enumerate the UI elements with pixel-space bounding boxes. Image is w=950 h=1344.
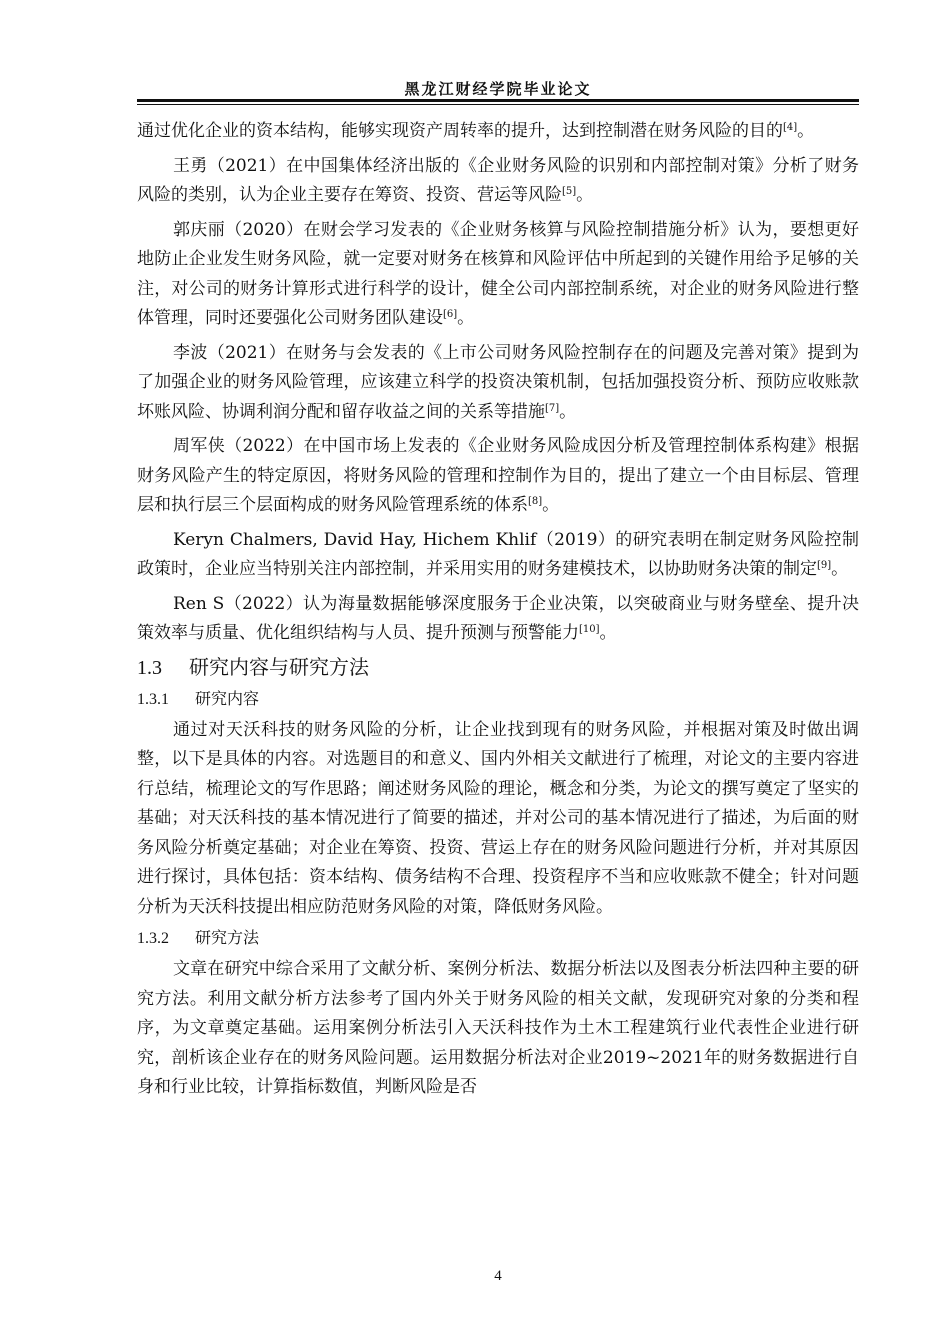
- paragraph-text: Keryn Chalmers, David Hay, Hichem Khlif（2019）的研究表明在制定财务风险控制政策时，企业应当特别关注内部控制，并采用实用的财务建模技术，以协助财务决策的制定: [137, 529, 859, 579]
- header-rule-thin: [137, 104, 859, 105]
- page-number: 4: [494, 1268, 502, 1284]
- paragraph-1: [137, 117, 859, 147]
- subsection-number: 1.3.2: [137, 930, 169, 947]
- document-body: [137, 117, 859, 1103]
- citation: [8]: [528, 496, 543, 507]
- citation: [9]: [817, 560, 832, 571]
- header-rule-thick: [137, 99, 859, 102]
- paragraph-3: [137, 216, 859, 334]
- subsection-heading-1-3-1: [137, 685, 859, 714]
- citation: [10]: [579, 624, 600, 635]
- paragraph-text: 李波（2021）在财务与会发表的《上市公司财务风险控制存在的问题及完善对策》提到为了加强企业的财务风险管理，应该建立科学的投资决策机制，包括加强投资分析、预防应收账款坏账风险、协调利润分配和留存收益之间的关系等措施: [137, 342, 859, 422]
- paragraph-end: 。: [542, 495, 560, 515]
- subsection-title: 研究内容: [195, 688, 260, 708]
- paragraph-5: [137, 432, 859, 521]
- citation: [6]: [443, 309, 458, 320]
- paragraph-text: 王勇（2021）在中国集体经济出版的《企业财务风险的识别和内部控制对策》分析了财务风险的类别，认为企业主要存在筹资、投资、营运等风险: [137, 155, 859, 205]
- paragraph-2: [137, 152, 859, 211]
- subsection-title: 研究方法: [195, 928, 260, 947]
- paragraph-end: 。: [831, 559, 849, 579]
- subsection-heading-1-3-2: [137, 924, 859, 953]
- paragraph-research-content: 通过对天沃科技的财务风险的分析，让企业找到现有的财务风险，并根据对策及时做出调整，以下是具体的内容。对选题目的和意义、国内外相关文献进行了梳理，对论文的主要内容进行总结，梳理论文的写作思路；阐述财务风险的理论，概念和分类，为论文的撰写奠定了坚实的基础；对天沃科技的基本情况进行了简要的描述，并对公司的基本情况进行了描述，为后面的财务风险分析奠定基础；对企业在筹资、投资、营运上存在的财务风险问题进行分析，并对其原因进行探讨，具体包括：资本结构、债务结构不合理、投资程序不当和应收账款不健全；针对问题分析为天沃科技提出相应防范财务风险的对策，降低财务风险。: [137, 719, 859, 917]
- paragraph-text: 周军侠（2022）在中国市场上发表的《企业财务风险成因分析及管理控制体系构建》根据财务风险产生的特定原因，将财务风险的管理和控制作为目的，提出了建立一个由目标层、管理层和执行层三个层面构成的财务风险管理系统的体系: [137, 436, 859, 515]
- citation: [5]: [562, 186, 577, 197]
- paragraph-6: [137, 526, 859, 585]
- paragraph-7: [137, 590, 859, 649]
- paragraph-4: [137, 339, 859, 428]
- paragraph-end: 。: [457, 308, 475, 328]
- paragraph-end: 。: [576, 185, 594, 205]
- section-heading-1-3: [137, 652, 859, 683]
- paragraph-end: 。: [797, 121, 815, 141]
- paragraph-text: Ren S（2022）认为海量数据能够深度服务于企业决策，以突破商业与财务壁垒、提升决策效率与质量、优化组织结构与人员、提升预测与预警能力: [137, 593, 859, 643]
- subsection-number: 1.3.1: [137, 690, 169, 708]
- paragraph-text: 郭庆丽（2020）在财会学习发表的《企业财务核算与风险控制措施分析》认为，要想更好地防止企业发生财务风险，就一定要对财务在核算和风险评估中所起到的关键作用给予足够的关注，对公司的财务计算形式进行科学的设计，健全公司内部控制系统，对企业的财务风险进行整体管理，同时还要强化公司财务团队建设: [137, 219, 859, 328]
- section-title: 研究内容与研究方法: [189, 654, 369, 679]
- paragraph-end: 。: [559, 401, 577, 422]
- citation: [4]: [783, 122, 798, 133]
- page-header-title: 黑龙江财经学院毕业论文: [404, 80, 592, 98]
- paragraph-text: 通过优化企业的资本结构，能够实现资产周转率的提升，达到控制潜在财务风险的目的: [137, 121, 783, 141]
- paragraph-research-methods: 文章在研究中综合采用了文献分析、案例分析法、数据分析法以及图表分析法四种主要的研究方法。利用文献分析方法参考了国内外关于财务风险的相关文献，发现研究对象的分类和程序，为文章奠定基础。运用案例分析法引入天沃科技作为土木工程建筑行业代表性企业进行研究，剖析该企业存在的财务风险问题。运用数据分析法对企业2019~2021年的财务数据进行自身和行业比较，计算指标数值，判断风险是否: [137, 959, 859, 1097]
- paragraph-end: 。: [599, 623, 617, 643]
- section-number: 1.3: [137, 656, 162, 679]
- citation: [7]: [545, 402, 560, 414]
